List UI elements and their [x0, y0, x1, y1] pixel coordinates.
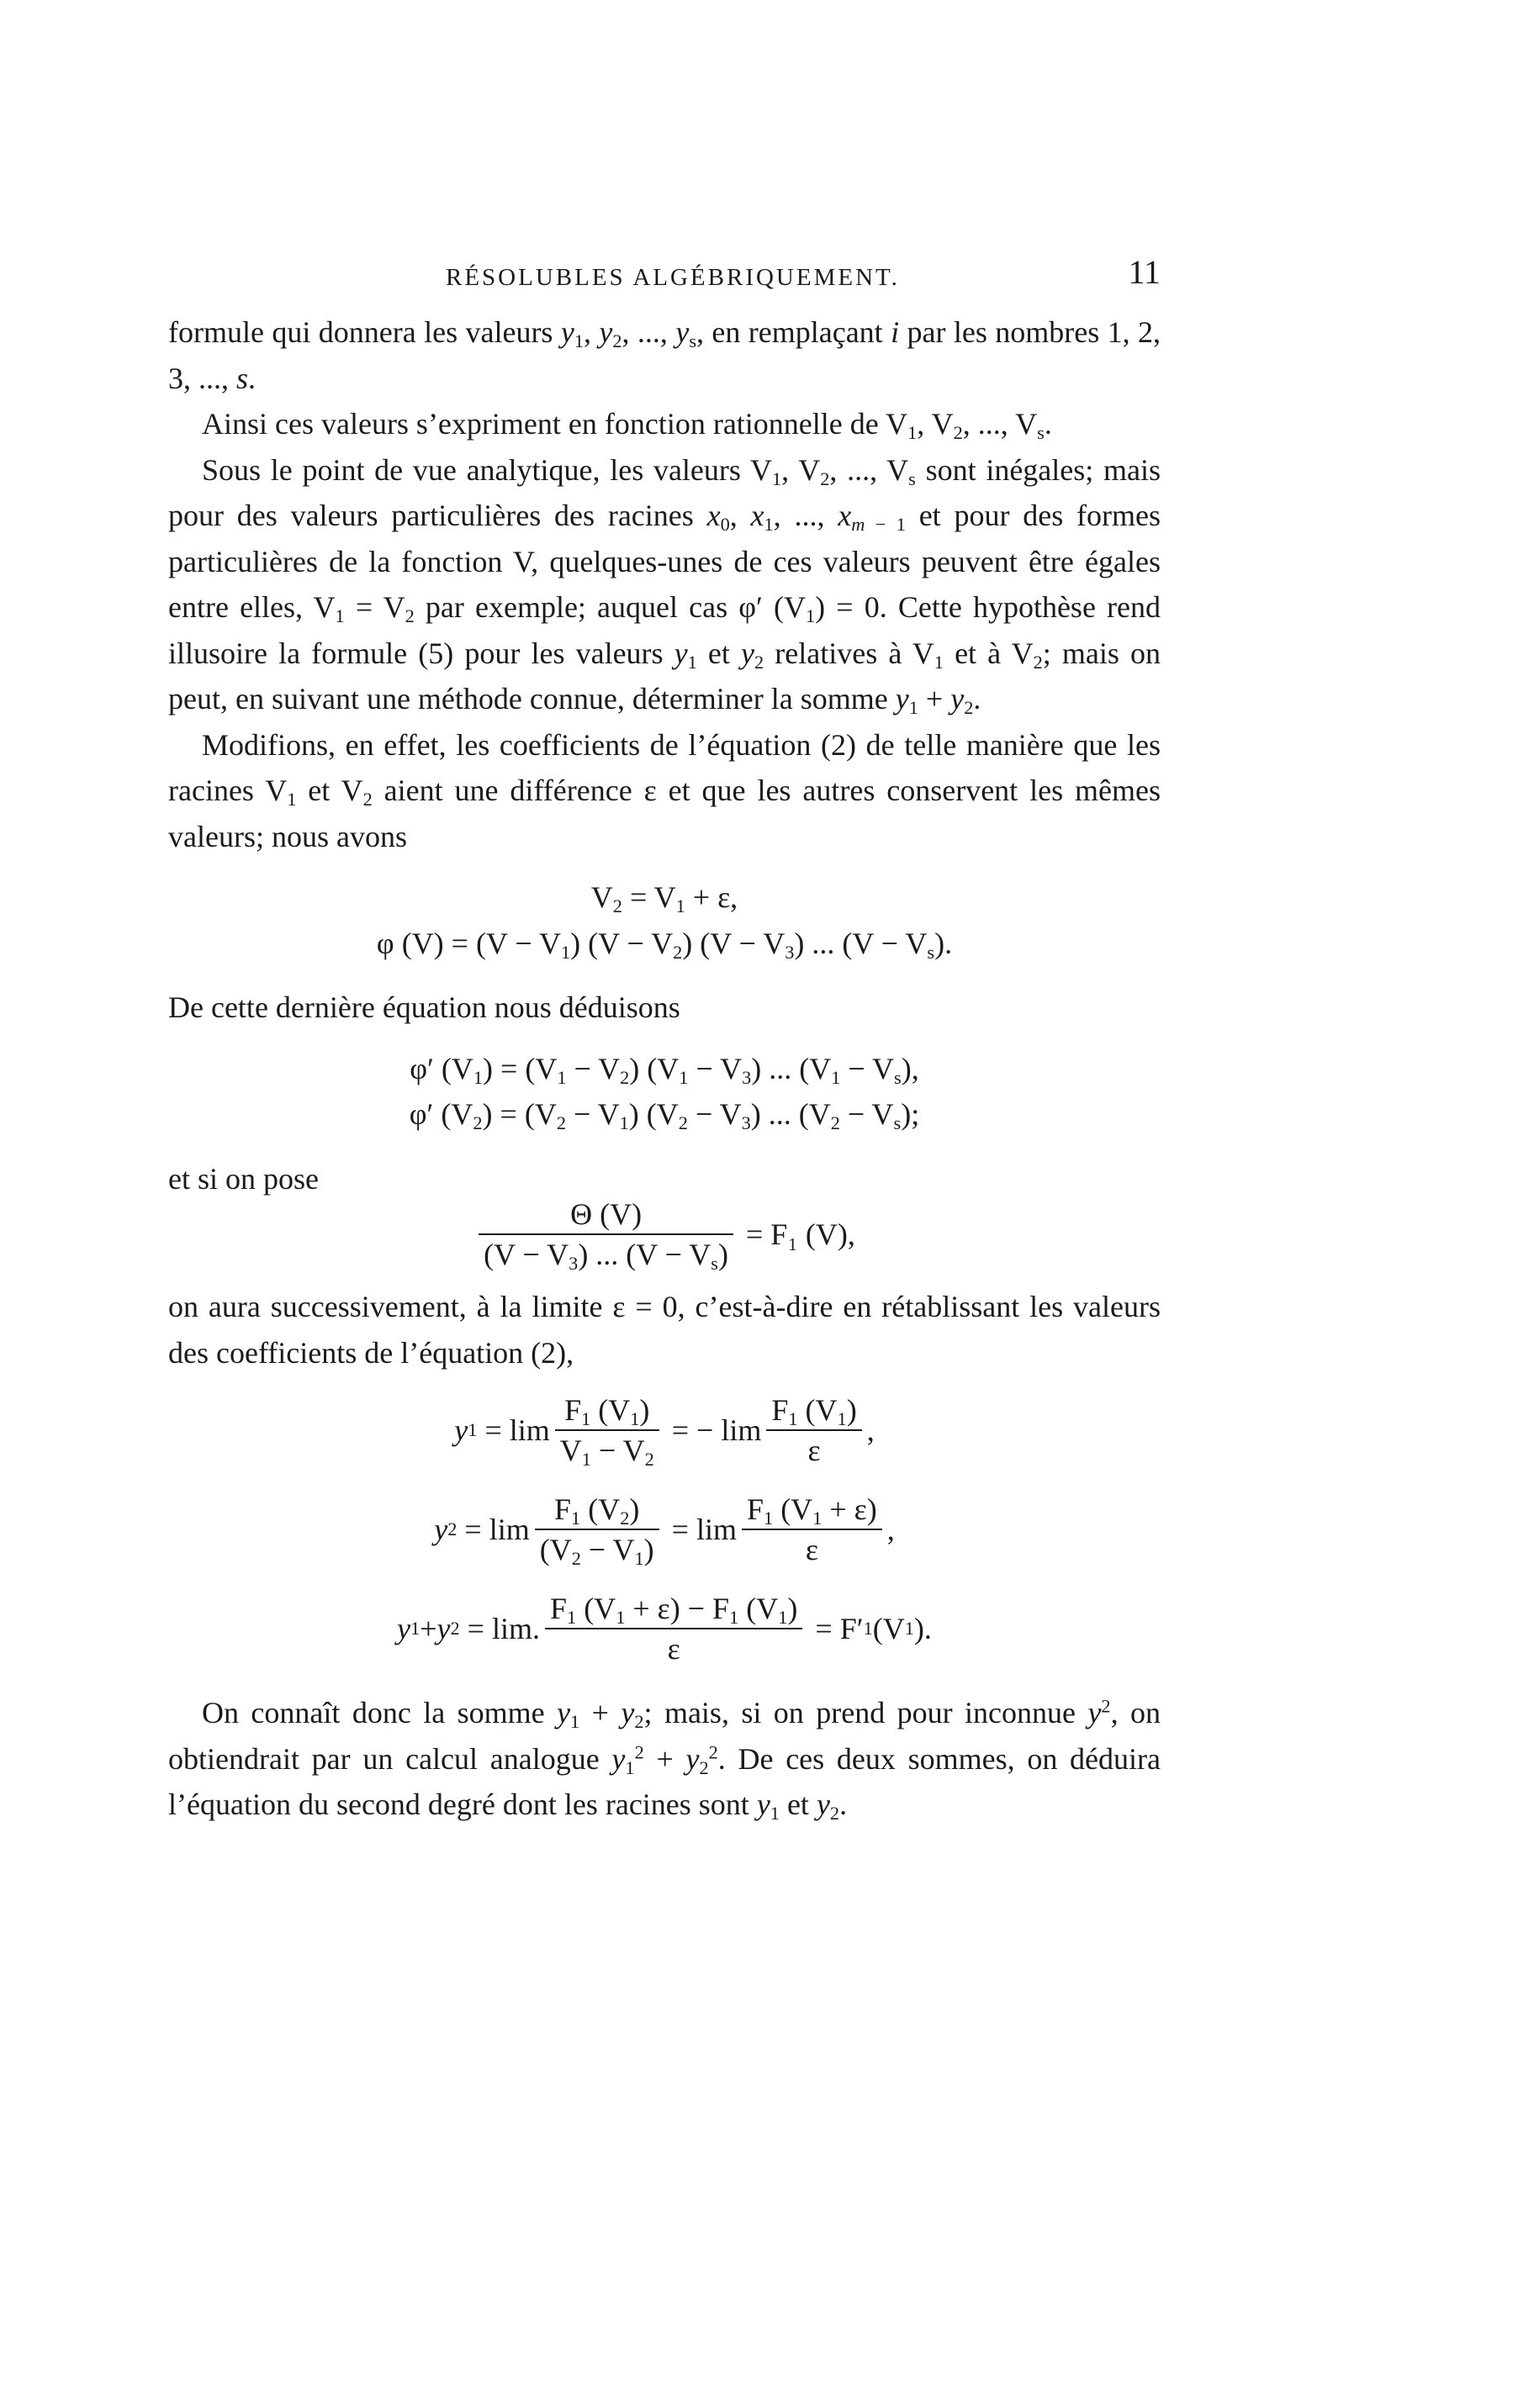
text-run: F₁ (V),: [770, 1217, 855, 1251]
running-header: [168, 252, 1161, 303]
text-run: Sous le point de vue analytique, les valeurs V: [202, 452, 772, 487]
paragraph-6: et si on pose: [168, 1161, 319, 1196]
numerator: Θ (V): [570, 1197, 643, 1231]
fraction: $\frac{F_1 (V_2)}{(V_2 - V_1)}$: [535, 1490, 659, 1569]
text-run: par exemple; auquel cas φ′ (V: [414, 590, 807, 624]
equation: φ′ $(V_2) = (V_2 - V_1) (V_2 - V_3)$ ... $(V_2 - V_s)$;: [409, 1097, 920, 1134]
text-run: relatives à V: [764, 636, 934, 670]
paragraph-4: Modifions, en effet, les coefficients de l’équation (2) de telle manière que les racines $V_1$ et $V_2$ aient une différence ε et que les autres conservent les mêmes valeurs; nous avons: [168, 727, 1161, 853]
equation: φ′ $(V_1) = (V_1 - V_2) (V_1 - V_3)$ ... $(V_1 - V_s)$,: [410, 1051, 919, 1088]
text-run: lim: [489, 1512, 530, 1546]
text-run: ; mais, si on prend pour inconnue: [643, 1696, 1088, 1729]
page-number: 11: [1128, 253, 1161, 291]
text-run: Ainsi ces valeurs s’expriment en fonction rationnelle de V: [202, 407, 908, 441]
page-body: [168, 309, 1161, 1828]
fraction: $\frac{F_1 (V_1)}{\varepsilon}$: [766, 1391, 861, 1470]
equation-y1: y 1 = lim $\frac{F_1 (V_1)}{V_1 - V_2}$ = − lim $\frac{F_1 (V_1)}{\varepsilon}$ ,: [168, 1381, 1161, 1480]
text-run: Modifions, en effet, les coefficients de l’équation (2) de telle manière que les racines V: [168, 727, 1161, 807]
text-run: formule qui donnera les valeurs: [168, 315, 561, 349]
text-run: On connaît donc la somme: [202, 1696, 558, 1729]
text-run: et pour des formes particulières de la fonction V, quelques-unes de ces valeurs peuvent être égales entre elles, V: [168, 499, 1161, 624]
paragraph-3: Sous le point de vue analytique, les valeurs $V_1$, $V_2$, ..., $V_s$ sont inégales; mais pour des valeurs particulières des racines $x_0$, $x_1$, ..., $x_{m - 1}$ et pour des formes particulières de la fonction V, quelques-unes de ces valeurs peuvent être égales entre elles, $V_1 = V_2$ par exemple; auquel cas φ′ $(V_1) = 0$. Cette hypothèse rend illusoire la formule (5) pour les valeurs $y_1$ et $y_2$ relatives à $V_1$ et à $V_2$; mais on peut, en suivant une méthode connue, déterminer la somme $y_1 + y_2$.: [168, 452, 1161, 719]
text-run: lim: [509, 1413, 550, 1447]
paragraph-2: Ainsi ces valeurs s’expriment en fonction rationnelle de $V_1$, $V_2$, ..., $V_s$.: [202, 407, 1052, 444]
fraction: $\frac{F_1 (V_1 + \varepsilon)}{\varepsilon}$: [742, 1490, 882, 1569]
fraction: $\frac{F_1 (V_1 + \varepsilon) - F_1 (V_1)}{\varepsilon}$: [545, 1589, 802, 1668]
text-run: lim: [696, 1512, 737, 1546]
text-run: et: [779, 1788, 817, 1821]
running-title: RÉSOLUBLES ALGÉBRIQUEMENT.: [446, 264, 900, 291]
denominator: $(V - V_3)$ ... $(V - V_s)$: [479, 1233, 733, 1274]
equation: $V_2 = V_1 + \varepsilon$,: [590, 880, 738, 917]
text-run: . De ces deux sommes, on déduira l’équation du second degré dont les racines sont: [168, 1741, 1161, 1821]
paragraph-7: on aura successivement, à la limite ε = 0, c’est-à-dire en rétablissant les valeurs des coefficients de l’équation (2),: [168, 1290, 1161, 1370]
text-run: par les nombres 1, 2, 3, ...,: [168, 315, 1161, 395]
paragraph-5: De cette dernière équation nous déduisons: [168, 990, 680, 1024]
fraction: $\frac{F_1 (V_1)}{V_1 - V_2}$: [555, 1391, 659, 1470]
equation-block-2: [168, 1046, 1161, 1138]
text-run: lim: [721, 1413, 762, 1447]
fraction: [479, 1195, 733, 1274]
paragraph-8: On connaît donc la somme $y_1 + y_2$; mais, si on prend pour inconnue $y^2$, on obtiendrait par un calcul analogue $y_1^2 + y_2^2$. De ces deux sommes, on déduira l’équation du second degré dont les racines sont $y_1$ et $y_2$.: [168, 1695, 1161, 1824]
paragraph-1: formule qui donnera les valeurs $y_1$, $y_2$, ..., $y_s$, en remplaçant i par les nombres 1, 2, 3, ..., s.: [168, 315, 1161, 395]
equation-block-1: [168, 874, 1161, 966]
text-run: aient une différence ε et que les autres conservent les mêmes valeurs; nous avons: [168, 774, 1161, 853]
equation-definition-f1: $\frac{\Theta (V)}{(V - V_3) ... (V - V_s)}$ = F₁ (V),: [168, 1185, 1161, 1284]
text-run: lim: [491, 1611, 532, 1645]
text-run: , on obtiendrait par un calcul analogue: [168, 1696, 1161, 1776]
text-run: , en remplaçant: [696, 315, 891, 349]
text-run: ; mais on peut, en suivant une méthode connue, déterminer la somme: [168, 636, 1161, 716]
text-run: sont inégales; mais pour des valeurs particulières des racines: [168, 452, 1161, 532]
equation-y2: y 2 = lim $\frac{F_1 (V_2)}{(V_2 - V_1)}$ = lim $\frac{F_1 (V_1 + \varepsilon)}{\varepsilon}$ ,: [168, 1480, 1161, 1579]
equation: φ $(V) = (V - V_1)$ $(V - V_2)$ $(V - V_3)$ ... $(V - V_s)$.: [376, 926, 953, 963]
equation-sum: y 1 + y 2 = lim . $\frac{F_1 (V_1 + \varepsilon) - F_1 (V_1)}{\varepsilon}$ = F′ 1 (V 1 ).: [168, 1579, 1161, 1678]
text-run: ) = 0. Cette hypothèse rend illusoire la formule (5) pour les valeurs: [168, 590, 1161, 670]
equation-block-limits: [168, 1381, 1161, 1678]
